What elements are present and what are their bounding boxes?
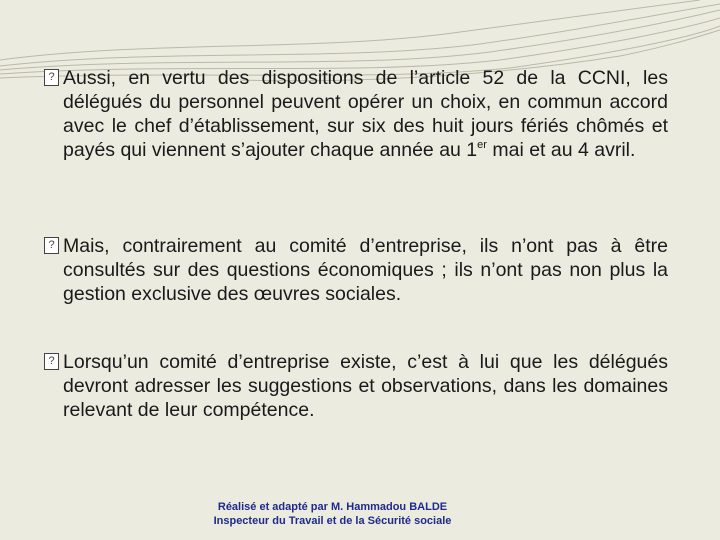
- footer-credit: [200, 500, 465, 528]
- footer-line-1: Réalisé et adapté par M. Hammadou BALDE: [217, 501, 448, 513]
- bullet-2: [44, 234, 668, 306]
- bullet-marker-icon: ?: [44, 353, 59, 370]
- bullet-3-text: Lorsqu’un comité d’entreprise existe, c’est à lui que les délégués devront adresser les suggestions et observations, dans les domaines relevant de leur compétence.: [63, 351, 668, 421]
- superscript: er: [477, 139, 487, 151]
- bullet-marker-icon: ?: [44, 237, 59, 254]
- footer-line-2: Inspecteur du Travail et de la Sécurité sociale: [213, 515, 452, 527]
- bullet-2-text: Mais, contrairement au comité d’entreprise, ils n’ont pas à être consultés sur des questions économiques ; ils n’ont pas non plus la gestion exclusive des œuvres sociales.: [63, 235, 668, 305]
- bullet-marker-icon: ?: [44, 69, 59, 86]
- bullet-1: [44, 66, 668, 162]
- bullet-1-text: Aussi, en vertu des dispositions de l’article 52 de la CCNI, les délégués du personnel peuvent opérer un choix, en commun accord avec le chef d’établissement, sur six des huit jours fériés chômés et payés qui viennent s’ajouter chaque année au 1er mai et au 4 avril.: [63, 67, 668, 161]
- bullet-3: [44, 350, 668, 422]
